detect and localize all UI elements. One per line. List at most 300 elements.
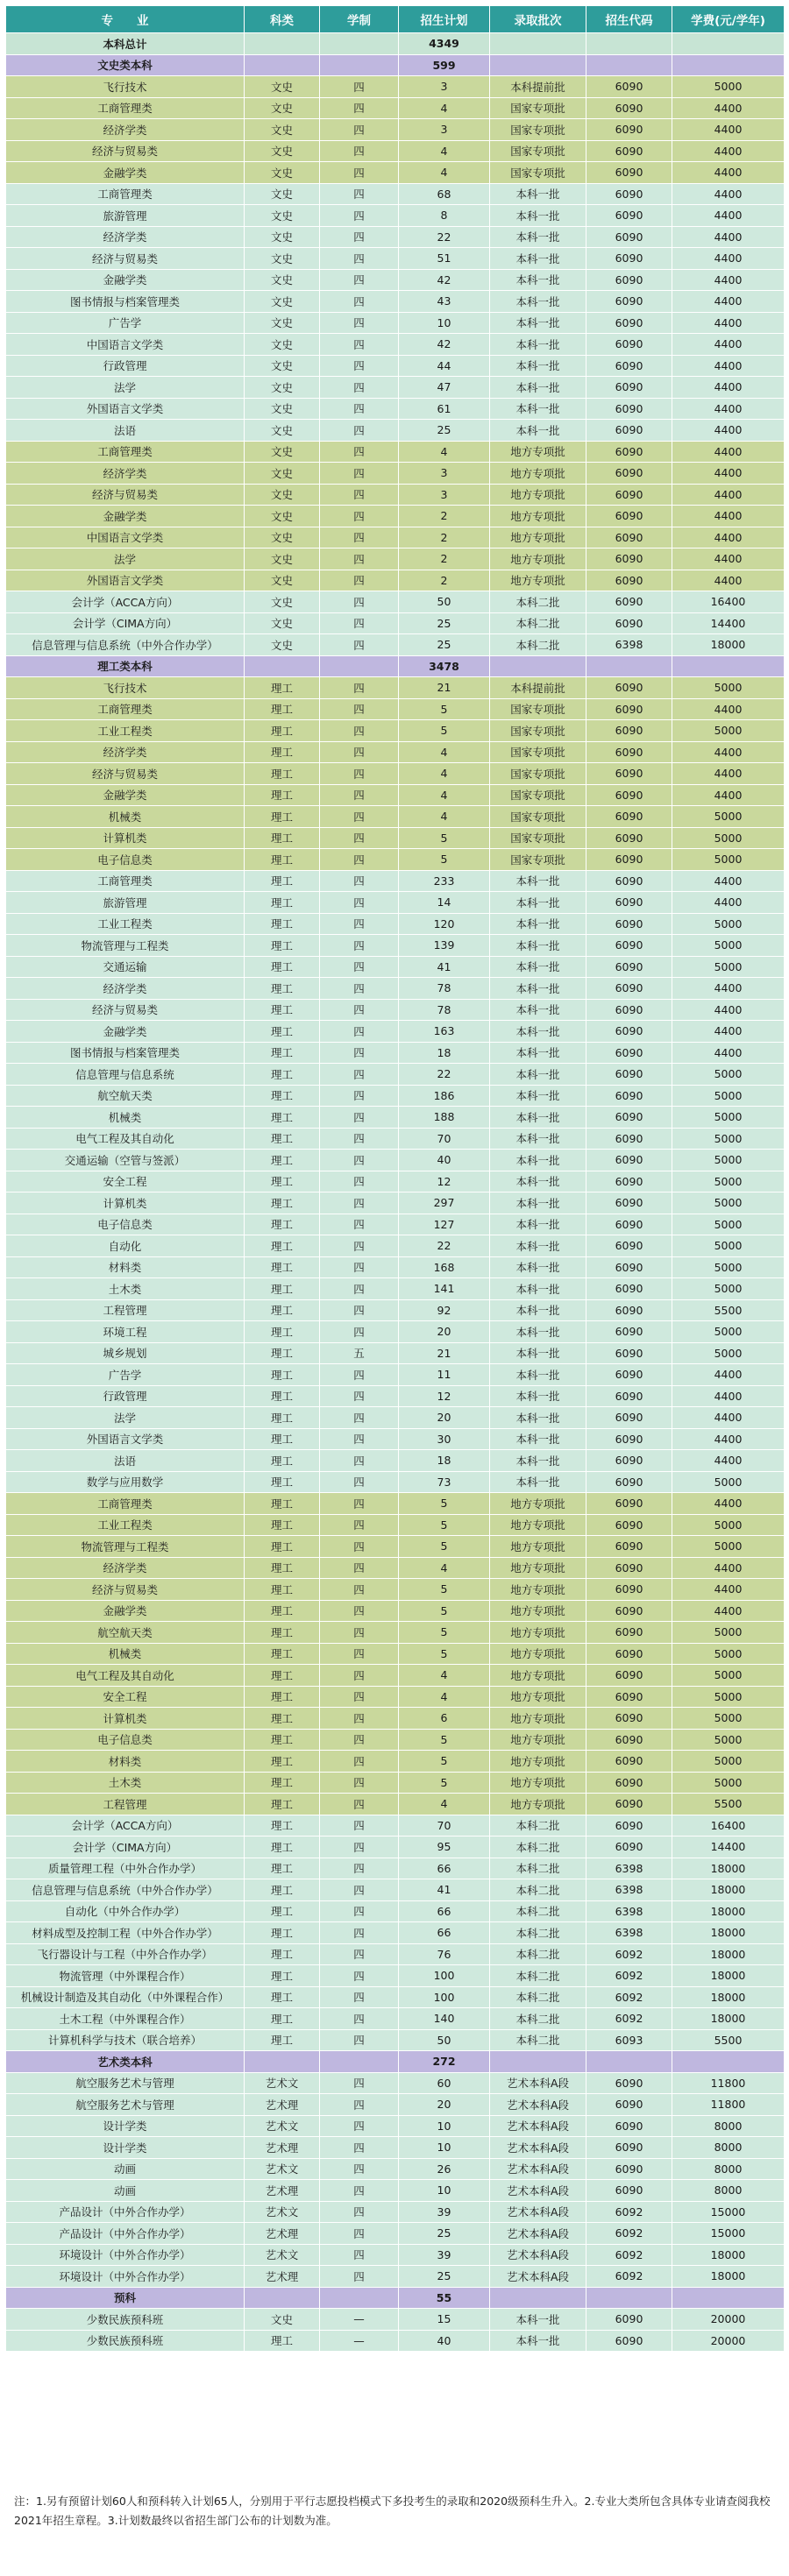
cell-tuition: 5000 [672, 935, 785, 957]
cell-duration: 四 [320, 1299, 399, 1321]
cell-tuition: 4400 [672, 398, 785, 420]
cell-batch: 地方专项批 [490, 527, 586, 548]
section-row [6, 655, 785, 677]
cell-plan: 4 [399, 741, 490, 763]
cell-batch: 国家专项批 [490, 784, 586, 806]
cell-batch: 本科一批 [490, 1278, 586, 1300]
cell-tuition: 4400 [672, 978, 785, 1000]
cell-category: 理工 [245, 677, 320, 699]
cell-duration: 四 [320, 570, 399, 591]
cell-category: 理工 [245, 1493, 320, 1515]
cell-code: 6090 [586, 248, 672, 270]
cell-code: 6090 [586, 1815, 672, 1836]
table-row [6, 1729, 785, 1751]
cell-plan: 51 [399, 248, 490, 270]
cell-plan: 42 [399, 334, 490, 356]
header-category: 科类 [245, 6, 320, 33]
cell-tuition: 4400 [672, 506, 785, 527]
cell-plan: 3 [399, 119, 490, 141]
cell-tuition: 5000 [672, 1751, 785, 1773]
cell-batch: 本科一批 [490, 1128, 586, 1150]
cell-category: 理工 [245, 1879, 320, 1901]
table-row [6, 1107, 785, 1129]
cell-category: 理工 [245, 784, 320, 806]
cell-batch: 地方专项批 [490, 1772, 586, 1794]
cell-duration: 四 [320, 355, 399, 377]
footnote: 注：1.另有预留计划60人和预科转入计划65人，分别用于平行志愿投档模式下多投考生的录取和2020级预科生升入。2.专业大类所包含具体专业请查阅我校2021年招生章程。3.计划数最终以省招生部门公布的计划数为准。 [5, 2487, 784, 2536]
cell-tuition [672, 2287, 785, 2309]
cell-batch: 国家专项批 [490, 140, 586, 162]
cell-plan: 66 [399, 1922, 490, 1944]
cell-category: 文史 [245, 2309, 320, 2331]
cell-duration: 四 [320, 1665, 399, 1687]
cell-tuition: 20000 [672, 2309, 785, 2331]
cell-major: 材料类 [6, 1751, 245, 1773]
cell-plan: 30 [399, 1428, 490, 1450]
cell-tuition: 16400 [672, 1815, 785, 1836]
cell-code: 6090 [586, 1471, 672, 1493]
cell-batch: 本科二批 [490, 1922, 586, 1944]
cell-tuition [672, 33, 785, 55]
cell-major: 信息管理与信息系统 [6, 1064, 245, 1086]
table-row [6, 420, 785, 442]
table-row [6, 441, 785, 463]
cell-plan: 41 [399, 1879, 490, 1901]
cell-batch: 本科一批 [490, 377, 586, 399]
cell-major: 法学 [6, 548, 245, 570]
table-row [6, 1579, 785, 1601]
cell-major: 物流管理与工程类 [6, 935, 245, 957]
cell-plan: 2 [399, 570, 490, 591]
cell-category: 文史 [245, 162, 320, 184]
cell-major: 少数民族预科班 [6, 2309, 245, 2331]
cell-plan: 5 [399, 1772, 490, 1794]
admission-plan-table [5, 5, 785, 2352]
cell-code: 6090 [586, 1579, 672, 1601]
cell-code [586, 2287, 672, 2309]
cell-plan: 5 [399, 720, 490, 742]
cell-major: 文史类本科 [6, 54, 245, 76]
table-row [6, 1665, 785, 1687]
cell-tuition: 5000 [672, 1686, 785, 1708]
cell-code: 6090 [586, 1794, 672, 1815]
cell-batch [490, 2051, 586, 2073]
cell-category: 理工 [245, 1536, 320, 1558]
cell-code: 6090 [586, 1493, 672, 1515]
cell-plan: 18 [399, 1450, 490, 1472]
table-row [6, 1192, 785, 1214]
cell-tuition: 20000 [672, 2330, 785, 2352]
cell-plan: 22 [399, 226, 490, 248]
cell-tuition: 4400 [672, 441, 785, 463]
cell-major: 信息管理与信息系统（中外合作办学） [6, 634, 245, 656]
cell-plan: 4 [399, 1557, 490, 1579]
cell-tuition: 8000 [672, 2158, 785, 2180]
cell-major: 机械类 [6, 806, 245, 828]
cell-batch: 本科一批 [490, 1364, 586, 1386]
cell-batch: 本科一批 [490, 1064, 586, 1086]
cell-tuition: 4400 [672, 420, 785, 442]
table-row [6, 1256, 785, 1278]
cell-tuition: 4400 [672, 784, 785, 806]
cell-major: 工程管理 [6, 1794, 245, 1815]
cell-category: 文史 [245, 484, 320, 506]
cell-tuition: 5000 [672, 1342, 785, 1364]
cell-major: 工商管理类 [6, 698, 245, 720]
cell-major: 经济学类 [6, 119, 245, 141]
cell-code: 6090 [586, 591, 672, 613]
cell-tuition: 4400 [672, 763, 785, 785]
table-row [6, 570, 785, 591]
cell-duration: 四 [320, 698, 399, 720]
cell-plan: 4 [399, 140, 490, 162]
cell-duration: 五 [320, 1342, 399, 1364]
cell-duration: 四 [320, 2180, 399, 2202]
table-row [6, 827, 785, 849]
cell-major: 城乡规划 [6, 1342, 245, 1364]
table-row [6, 1622, 785, 1644]
cell-batch: 本科一批 [490, 2309, 586, 2331]
cell-major: 环境工程 [6, 1321, 245, 1343]
cell-plan: 95 [399, 1836, 490, 1858]
cell-major: 电子信息类 [6, 1729, 245, 1751]
cell-batch: 本科二批 [490, 2008, 586, 2030]
cell-category: 理工 [245, 1900, 320, 1922]
cell-major: 材料类 [6, 1256, 245, 1278]
cell-tuition: 5000 [672, 1085, 785, 1107]
cell-major: 金融学类 [6, 1600, 245, 1622]
cell-batch: 国家专项批 [490, 119, 586, 141]
table-row [6, 1278, 785, 1300]
cell-duration: 四 [320, 849, 399, 871]
cell-plan: 100 [399, 1965, 490, 1987]
header-tuition: 学费(元/学年) [672, 6, 785, 33]
cell-major: 物流管理与工程类 [6, 1536, 245, 1558]
cell-major: 电子信息类 [6, 849, 245, 871]
cell-major: 外国语言文学类 [6, 398, 245, 420]
table-row [6, 1450, 785, 1472]
cell-batch [490, 2287, 586, 2309]
cell-tuition: 5000 [672, 1643, 785, 1665]
cell-plan: 10 [399, 312, 490, 334]
cell-batch: 地方专项批 [490, 506, 586, 527]
cell-tuition: 14400 [672, 612, 785, 634]
table-row [6, 1364, 785, 1386]
cell-tuition: 5500 [672, 1299, 785, 1321]
cell-batch: 地方专项批 [490, 1708, 586, 1730]
cell-plan: 4 [399, 1665, 490, 1687]
cell-major: 本科总计 [6, 33, 245, 55]
cell-duration: 四 [320, 2244, 399, 2266]
cell-duration: 四 [320, 1407, 399, 1429]
cell-batch: 本科一批 [490, 1214, 586, 1235]
cell-code: 6090 [586, 1407, 672, 1429]
cell-category: 理工 [245, 1128, 320, 1150]
table-row [6, 2309, 785, 2331]
cell-category: 理工 [245, 2029, 320, 2051]
cell-category: 理工 [245, 1021, 320, 1043]
cell-tuition: 4400 [672, 1493, 785, 1515]
cell-batch: 国家专项批 [490, 97, 586, 119]
cell-duration [320, 655, 399, 677]
cell-category: 理工 [245, 1192, 320, 1214]
cell-duration: 四 [320, 999, 399, 1021]
cell-plan: 25 [399, 634, 490, 656]
cell-major: 动画 [6, 2180, 245, 2202]
cell-plan: 25 [399, 420, 490, 442]
cell-plan: 10 [399, 2180, 490, 2202]
cell-plan: 5 [399, 1622, 490, 1644]
table-row [6, 870, 785, 892]
table-header [6, 6, 785, 33]
cell-tuition: 14400 [672, 1836, 785, 1858]
header-row [6, 6, 785, 33]
cell-batch: 艺术本科A段 [490, 2137, 586, 2159]
table-row [6, 2094, 785, 2116]
table-row [6, 1471, 785, 1493]
cell-tuition: 4400 [672, 484, 785, 506]
cell-plan: 47 [399, 377, 490, 399]
cell-duration: 四 [320, 827, 399, 849]
table-row [6, 269, 785, 291]
cell-category: 艺术理 [245, 2223, 320, 2245]
cell-major: 自动化（中外合作办学） [6, 1900, 245, 1922]
cell-duration: 四 [320, 1385, 399, 1407]
cell-code: 6090 [586, 870, 672, 892]
cell-code: 6090 [586, 1708, 672, 1730]
cell-plan: 140 [399, 2008, 490, 2030]
cell-batch: 艺术本科A段 [490, 2201, 586, 2223]
table-row [6, 2244, 785, 2266]
cell-category: 理工 [245, 1600, 320, 1622]
table-row [6, 1879, 785, 1901]
cell-plan: 186 [399, 1085, 490, 1107]
cell-code: 6090 [586, 269, 672, 291]
cell-major: 外国语言文学类 [6, 1428, 245, 1450]
cell-category: 理工 [245, 1342, 320, 1364]
cell-tuition: 4400 [672, 162, 785, 184]
cell-duration: 四 [320, 677, 399, 699]
cell-code: 6090 [586, 355, 672, 377]
cell-category: 理工 [245, 956, 320, 978]
cell-major: 预科 [6, 2287, 245, 2309]
cell-category: 文史 [245, 612, 320, 634]
cell-code: 6090 [586, 1643, 672, 1665]
cell-duration: 四 [320, 269, 399, 291]
cell-tuition: 4400 [672, 1042, 785, 1064]
cell-major: 设计学类 [6, 2137, 245, 2159]
cell-duration: 四 [320, 1622, 399, 1644]
cell-code: 6090 [586, 1321, 672, 1343]
table-row [6, 1943, 785, 1965]
table-row [6, 741, 785, 763]
cell-duration: 四 [320, 334, 399, 356]
cell-plan: 22 [399, 1235, 490, 1257]
cell-major: 经济学类 [6, 226, 245, 248]
cell-category: 理工 [245, 1751, 320, 1773]
table-row [6, 1385, 785, 1407]
cell-category: 理工 [245, 1150, 320, 1171]
cell-duration: — [320, 2309, 399, 2331]
cell-code: 6090 [586, 205, 672, 227]
cell-duration: 四 [320, 312, 399, 334]
cell-code [586, 2051, 672, 2073]
cell-plan: 5 [399, 849, 490, 871]
cell-duration: 四 [320, 2266, 399, 2288]
section-row [6, 54, 785, 76]
cell-major: 航空服务艺术与管理 [6, 2072, 245, 2094]
cell-batch: 国家专项批 [490, 720, 586, 742]
cell-code: 6090 [586, 1042, 672, 1064]
cell-duration: 四 [320, 1064, 399, 1086]
cell-category: 文史 [245, 548, 320, 570]
cell-code: 6090 [586, 2330, 672, 2352]
cell-major: 金融学类 [6, 506, 245, 527]
cell-major: 经济学类 [6, 1557, 245, 1579]
cell-duration: 四 [320, 1428, 399, 1450]
cell-tuition: 4400 [672, 1385, 785, 1407]
cell-batch: 国家专项批 [490, 806, 586, 828]
cell-code: 6090 [586, 1150, 672, 1171]
cell-tuition: 5000 [672, 806, 785, 828]
cell-category: 理工 [245, 1922, 320, 1944]
cell-code: 6090 [586, 2158, 672, 2180]
cell-code: 6090 [586, 441, 672, 463]
cell-batch: 国家专项批 [490, 763, 586, 785]
cell-tuition: 4400 [672, 140, 785, 162]
table-row [6, 1600, 785, 1622]
cell-tuition: 18000 [672, 1986, 785, 2008]
cell-duration: 四 [320, 1943, 399, 1965]
cell-category: 理工 [245, 1171, 320, 1192]
cell-duration: 四 [320, 162, 399, 184]
table-row [6, 463, 785, 485]
cell-tuition: 5500 [672, 1794, 785, 1815]
cell-plan: 4 [399, 441, 490, 463]
table-row [6, 913, 785, 935]
cell-tuition: 5000 [672, 1708, 785, 1730]
cell-batch: 本科一批 [490, 1021, 586, 1043]
cell-category: 理工 [245, 1107, 320, 1129]
cell-duration: 四 [320, 1772, 399, 1794]
cell-batch: 本科提前批 [490, 677, 586, 699]
cell-plan: 21 [399, 1342, 490, 1364]
cell-plan: 5 [399, 1729, 490, 1751]
cell-batch: 地方专项批 [490, 1600, 586, 1622]
cell-tuition: 5000 [672, 1514, 785, 1536]
cell-plan: 4 [399, 806, 490, 828]
cell-tuition: 5000 [672, 849, 785, 871]
cell-tuition: 4400 [672, 226, 785, 248]
cell-tuition: 5000 [672, 1128, 785, 1150]
table-row [6, 2201, 785, 2223]
cell-category: 理工 [245, 1622, 320, 1644]
cell-code: 6092 [586, 2266, 672, 2288]
cell-duration: 四 [320, 2201, 399, 2223]
cell-major: 经济与贸易类 [6, 999, 245, 1021]
cell-duration: 四 [320, 870, 399, 892]
cell-tuition: 4400 [672, 698, 785, 720]
cell-code: 6090 [586, 2115, 672, 2137]
cell-category: 理工 [245, 2330, 320, 2352]
table-row [6, 2029, 785, 2051]
cell-batch: 本科一批 [490, 935, 586, 957]
cell-batch: 本科一批 [490, 398, 586, 420]
cell-batch: 本科一批 [490, 205, 586, 227]
cell-category: 理工 [245, 1256, 320, 1278]
cell-category: 理工 [245, 935, 320, 957]
cell-code: 6090 [586, 849, 672, 871]
table-row [6, 226, 785, 248]
cell-tuition: 5000 [672, 1214, 785, 1235]
cell-tuition: 4400 [672, 1579, 785, 1601]
cell-code: 6090 [586, 741, 672, 763]
cell-major: 机械类 [6, 1107, 245, 1129]
cell-batch: 本科一批 [490, 956, 586, 978]
cell-duration: 四 [320, 1858, 399, 1879]
cell-category: 文史 [245, 634, 320, 656]
cell-tuition: 18000 [672, 1965, 785, 1987]
cell-major: 自动化 [6, 1235, 245, 1257]
cell-duration: 四 [320, 763, 399, 785]
cell-plan: 25 [399, 2223, 490, 2245]
cell-category: 理工 [245, 1235, 320, 1257]
cell-plan: 78 [399, 999, 490, 1021]
cell-tuition: 4400 [672, 548, 785, 570]
cell-duration: 四 [320, 1235, 399, 1257]
cell-code: 6090 [586, 183, 672, 205]
cell-batch: 本科二批 [490, 1986, 586, 2008]
cell-plan: 4 [399, 784, 490, 806]
cell-major: 会计学（ACCA方向） [6, 1815, 245, 1836]
cell-major: 工商管理类 [6, 97, 245, 119]
cell-category: 艺术文 [245, 2115, 320, 2137]
cell-batch: 本科二批 [490, 612, 586, 634]
cell-batch: 本科一批 [490, 1192, 586, 1214]
cell-batch: 地方专项批 [490, 1794, 586, 1815]
cell-plan: 100 [399, 1986, 490, 2008]
cell-major: 安全工程 [6, 1686, 245, 1708]
cell-category: 艺术理 [245, 2094, 320, 2116]
cell-duration: 四 [320, 1579, 399, 1601]
cell-plan: 44 [399, 355, 490, 377]
cell-category: 艺术文 [245, 2201, 320, 2223]
cell-tuition: 4400 [672, 1021, 785, 1043]
cell-duration: 四 [320, 291, 399, 313]
cell-major: 金融学类 [6, 1021, 245, 1043]
cell-code: 6090 [586, 1342, 672, 1364]
table-row [6, 1858, 785, 1879]
table-row [6, 1214, 785, 1235]
cell-category: 文史 [245, 205, 320, 227]
cell-batch: 国家专项批 [490, 849, 586, 871]
cell-major: 环境设计（中外合作办学） [6, 2266, 245, 2288]
cell-tuition: 4400 [672, 334, 785, 356]
cell-plan: 78 [399, 978, 490, 1000]
cell-code: 6090 [586, 978, 672, 1000]
table-row [6, 849, 785, 871]
cell-major: 机械类 [6, 1643, 245, 1665]
cell-batch: 地方专项批 [490, 1643, 586, 1665]
cell-batch: 地方专项批 [490, 1514, 586, 1536]
cell-category: 艺术文 [245, 2158, 320, 2180]
table-row [6, 1064, 785, 1086]
table-row [6, 162, 785, 184]
cell-tuition: 16400 [672, 591, 785, 613]
admission-plan-table-container [5, 5, 784, 2352]
cell-plan: 5 [399, 698, 490, 720]
cell-category: 理工 [245, 1214, 320, 1235]
